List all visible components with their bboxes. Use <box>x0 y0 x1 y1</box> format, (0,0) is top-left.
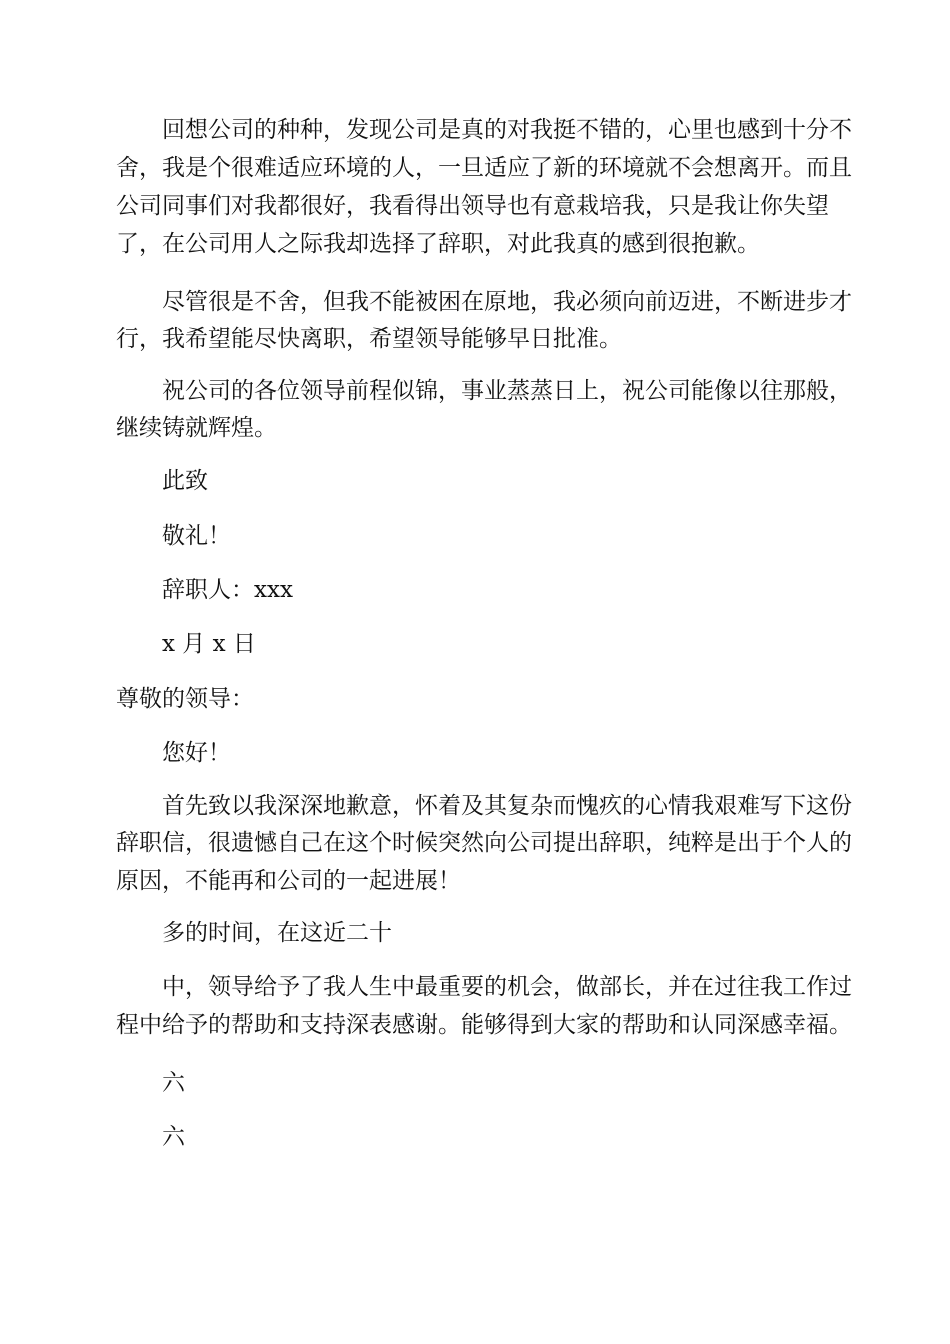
text-line: 首先致以我深深地歉意，怀着及其复杂而愧疚的心情我艰难写下这份 <box>162 793 852 819</box>
text-line: 尽管很是不舍，但我不能被困在原地，我必须向前迈进，不断进步才 <box>162 289 852 315</box>
closing-salutation: 此致 <box>162 468 208 494</box>
greeting-hello: 您好！ <box>162 740 231 766</box>
greeting: 尊敬的领导： <box>116 686 254 712</box>
text-line: 多的时间，在这近二十 <box>162 920 392 946</box>
signature: 辞职人：xxx <box>162 577 293 603</box>
text-line: 六 <box>162 1124 185 1150</box>
text-line: 回想公司的种种，发现公司是真的对我挺不错的，心里也感到十分不 <box>162 117 852 143</box>
text-line: 祝公司的各位领导前程似锦，事业蒸蒸日上，祝公司能像以往那般， <box>162 378 852 404</box>
text-line: 辞职信，很遗憾自己在这个时候突然向公司提出辞职，纯粹是出于个人的 <box>116 830 852 856</box>
text-line: 舍，我是个很难适应环境的人，一旦适应了新的环境就不会想离开。而且 <box>116 155 852 181</box>
date: x 月 x 日 <box>162 631 256 657</box>
text-line: 继续铸就辉煌。 <box>116 415 277 441</box>
text-line: 行，我希望能尽快离职，希望领导能够早日批准。 <box>116 326 622 352</box>
closing-regards: 敬礼！ <box>162 523 231 549</box>
text-line: 程中给予的帮助和支持深表感谢。能够得到大家的帮助和认同深感幸福。 <box>116 1012 852 1038</box>
text-line: 六 <box>162 1070 185 1096</box>
text-line: 原因，不能再和公司的一起进展！ <box>116 868 461 894</box>
text-line: 了，在公司用人之际我却选择了辞职，对此我真的感到很抱歉。 <box>116 231 760 257</box>
text-line: 中，领导给予了我人生中最重要的机会，做部长，并在过往我工作过 <box>162 974 852 1000</box>
text-line: 公司同事们对我都很好，我看得出领导也有意栽培我，只是我让你失望 <box>116 193 829 219</box>
